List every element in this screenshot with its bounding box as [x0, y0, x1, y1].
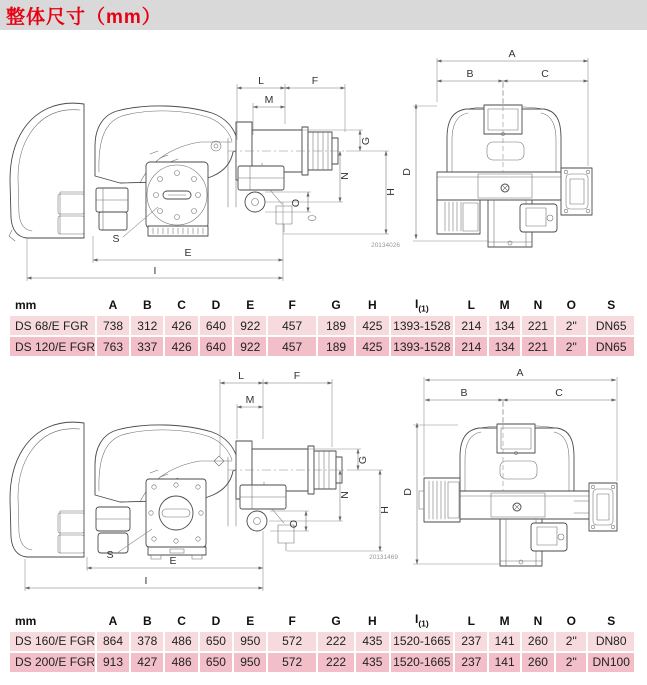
gas-train-side-view	[228, 441, 350, 551]
dimension-cell: 913	[97, 653, 129, 672]
page-title: 整体尺寸（mm）	[6, 6, 162, 28]
column-header-i: $I_{(1)}$	[391, 296, 454, 314]
column-header-a: A	[97, 296, 129, 314]
dimension-cell: 2"	[556, 316, 586, 335]
gas-valve-attachment	[561, 168, 592, 215]
dim-label-f: F	[293, 370, 301, 383]
dimension-cell: 435	[356, 653, 388, 672]
dim-label-l: L	[238, 370, 244, 383]
column-header-l: L	[455, 296, 487, 314]
column-header-f: F	[268, 611, 315, 629]
column-header-a: A	[97, 611, 129, 629]
model-cell: DS 120/E FGR	[10, 337, 95, 356]
dimension-cell: DN65	[588, 316, 634, 335]
dimension-cell: 457	[268, 316, 315, 335]
dim-label-m: M	[264, 94, 274, 106]
dimension-cell: 426	[165, 337, 197, 356]
gas-valve-wheel	[247, 511, 267, 531]
dimension-cell: 486	[165, 632, 197, 651]
table-header-row	[10, 296, 634, 314]
dim-label-i: I	[153, 265, 157, 277]
dimension-cell: 2"	[556, 632, 586, 651]
dimension-cell: 2"	[556, 653, 586, 672]
dimension-cell: 237	[455, 653, 487, 672]
dimension-cell: 763	[97, 337, 129, 356]
dim-label-g: G	[360, 136, 372, 146]
dimension-cell: 922	[234, 337, 266, 356]
dimensions-table-1	[8, 294, 636, 358]
valve-actuator	[520, 204, 557, 232]
column-header-mm: mm	[10, 296, 95, 314]
column-header-h: H	[356, 611, 388, 629]
dim-label-n: N	[339, 491, 351, 500]
figure-dimensions-ds160-ds200	[0, 361, 647, 609]
column-header-s: S	[588, 296, 634, 314]
column-header-o: O	[556, 611, 586, 629]
dimension-cell: 435	[356, 632, 388, 651]
burner-flange	[146, 479, 206, 547]
dim-label-m: M	[245, 394, 255, 407]
dimension-cell: 260	[522, 632, 554, 651]
dimension-cell: DN65	[588, 337, 634, 356]
column-header-h: H	[356, 296, 388, 314]
column-header-n: N	[522, 296, 554, 314]
table-row-ds160	[10, 632, 634, 651]
dimension-cell: 1520-1665	[391, 653, 454, 672]
dimension-cell: 922	[234, 316, 266, 335]
burner-front-view	[419, 401, 617, 566]
column-header-mm: mm	[10, 611, 95, 629]
dimension-cell: 141	[489, 632, 519, 651]
table-row-ds120	[10, 337, 634, 356]
dim-label-g: G	[357, 456, 369, 465]
dim-label-c: C	[541, 68, 549, 80]
column-header-b: B	[131, 296, 163, 314]
dim-label-e: E	[169, 555, 177, 568]
dimension-cell: 950	[234, 653, 266, 672]
column-header-m: M	[489, 296, 519, 314]
title-bar	[0, 0, 647, 30]
dimension-cell: 864	[97, 632, 129, 651]
dimension-cell: 222	[318, 632, 354, 651]
dim-label-c: C	[555, 387, 563, 400]
fan-motor	[437, 200, 480, 234]
dimension-cell: 2"	[556, 337, 586, 356]
display-panel	[497, 424, 535, 453]
column-header-e: E	[234, 611, 266, 629]
dim-label-d: D	[401, 168, 413, 176]
dimension-cell: 650	[200, 653, 232, 672]
column-header-m: M	[489, 611, 519, 629]
table-header-row	[10, 611, 634, 629]
phantom-burner-outline	[10, 423, 84, 558]
column-header-d: D	[200, 611, 232, 629]
dimension-cell: 134	[489, 316, 519, 335]
dimension-cell: 426	[165, 316, 197, 335]
dimension-cell: 1520-1665	[391, 632, 454, 651]
dimension-cell: 214	[455, 337, 487, 356]
dim-label-e: E	[184, 247, 192, 259]
dimension-cell: 572	[268, 632, 315, 651]
column-header-g: G	[318, 296, 354, 314]
column-header-b: B	[131, 611, 163, 629]
dimension-cell: 640	[200, 337, 232, 356]
valve-actuator	[531, 523, 567, 551]
dim-label-o: O	[290, 198, 302, 208]
table-row-ds200	[10, 653, 634, 672]
dimension-cell: 221	[522, 316, 554, 335]
dim-label-f: F	[311, 75, 319, 87]
table-row-ds68	[10, 316, 634, 335]
dimension-cell: 214	[455, 316, 487, 335]
dimension-cell: 260	[522, 653, 554, 672]
dimension-cell: 486	[165, 653, 197, 672]
dimension-cell: 640	[200, 316, 232, 335]
dimensions-table-2	[8, 609, 636, 673]
air-intake-strip	[148, 226, 208, 236]
dimension-cell: 221	[522, 337, 554, 356]
dim-label-i: I	[144, 575, 148, 588]
dimension-cell: 457	[268, 337, 315, 356]
dimension-cell: 427	[131, 653, 163, 672]
dimension-cell: 425	[356, 337, 388, 356]
dimension-cell: 189	[318, 337, 354, 356]
dimension-cell: 134	[489, 337, 519, 356]
dimension-cell: 950	[234, 632, 266, 651]
drawing-number: 20134026	[371, 242, 400, 249]
dim-label-h: H	[379, 506, 391, 515]
column-header-e: E	[234, 296, 266, 314]
burner-base	[148, 547, 206, 559]
dimension-cell: 141	[489, 653, 519, 672]
phantom-burner-outline	[9, 103, 84, 241]
dimension-cell: 337	[131, 337, 163, 356]
model-cell: DS 160/E FGR	[10, 632, 95, 651]
figure-dimensions-ds68-ds120	[0, 42, 647, 294]
column-header-d: D	[200, 296, 232, 314]
column-header-l: L	[455, 611, 487, 629]
column-header-f: F	[268, 296, 315, 314]
dim-label-s: S	[112, 233, 120, 245]
column-header-o: O	[556, 296, 586, 314]
burner-side-view	[95, 106, 238, 236]
column-header-g: G	[318, 611, 354, 629]
dim-label-a: A	[516, 367, 524, 380]
dim-label-h: H	[385, 188, 397, 196]
model-cell: DS 68/E FGR	[10, 316, 95, 335]
dimension-cell: 237	[455, 632, 487, 651]
dimension-cell: DN100	[588, 653, 634, 672]
model-cell: DS 200/E FGR	[10, 653, 95, 672]
dimension-cell: 572	[268, 653, 315, 672]
dimension-cell: 222	[318, 653, 354, 672]
fan-motor	[419, 478, 460, 522]
dim-label-l: L	[258, 75, 264, 87]
dimension-cell: 1393-1528	[391, 316, 454, 335]
dimension-cell: 425	[356, 316, 388, 335]
burner-front-view	[437, 82, 592, 247]
gas-valve-wheel	[245, 192, 265, 212]
dim-label-n: N	[339, 172, 351, 180]
dim-label-b: B	[460, 387, 468, 400]
drawing-number: 20131469	[369, 554, 398, 562]
dimension-cell: 650	[200, 632, 232, 651]
column-header-s: S	[588, 611, 634, 629]
column-header-n: N	[522, 611, 554, 629]
column-header-c: C	[165, 296, 197, 314]
burner-side-view	[95, 425, 238, 562]
dimension-cell: 1393-1528	[391, 337, 454, 356]
column-header-i: $I_{(1)}$	[391, 611, 454, 629]
dim-label-s: S	[106, 549, 114, 562]
dim-label-a: A	[508, 48, 516, 60]
dimension-cell: 312	[131, 316, 163, 335]
gas-train-side-view	[228, 122, 346, 232]
dim-label-d: D	[402, 488, 414, 497]
dimension-cell: 189	[318, 316, 354, 335]
dimension-cell: 378	[131, 632, 163, 651]
dim-label-o: O	[288, 520, 300, 529]
dimension-cell: DN80	[588, 632, 634, 651]
column-header-c: C	[165, 611, 197, 629]
burner-flange	[146, 162, 208, 228]
dim-label-b: B	[466, 68, 474, 80]
dimension-cell: 738	[97, 316, 129, 335]
